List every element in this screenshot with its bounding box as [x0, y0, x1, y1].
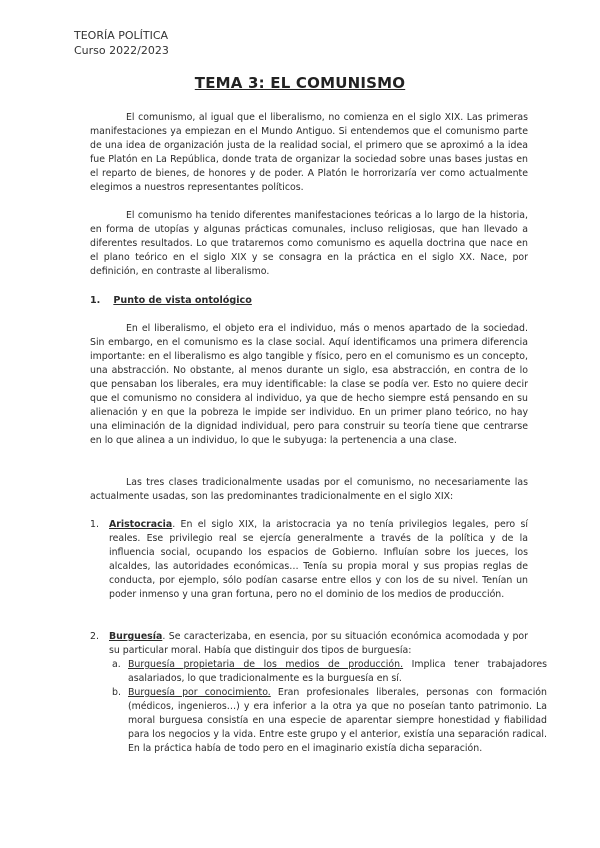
class-item-number: 1.	[90, 519, 99, 530]
class-term: Aristocracia	[109, 519, 173, 530]
subtype-description: Implica tener trabajadores asalariados, lo que tradicionalmente es la burguesía en sí.	[128, 659, 547, 684]
course-year: Curso 2022/2023	[74, 44, 169, 57]
subtype-item-a	[112, 658, 547, 686]
intro-paragraph-1: El comunismo, al igual que el liberalismo, no comienza en el siglo XIX. Las primeras manifestaciones ya empiezan en el Mundo Antiguo. Si entendemos que el comunismo parte de una idea de organización justa de la realidad social, el primero que se aproximó a la idea fue Platón en La República, donde trata de organizar la sociedad sobre unas bases justas en el reparto de bienes, de honores y de poder. A Platón le horrorizaría ver como actualmente elegimos a nuestros representantes políticos.	[90, 112, 528, 193]
class-description: . Se caracterizaba, en esencia, por su situación económica acomodada y por su particular moral. Había que distinguir dos tipos de burguesía:	[109, 631, 528, 656]
intro-paragraph-2: El comunismo ha tenido diferentes manifestaciones teóricas a lo largo de la historia, en forma de utopías y algunas prácticas comunales, incluso religiosas, que han llevado a diferentes resultados. Lo que trataremos como comunismo es aquella doctrina que nace en el plano teórico en el siglo XIX y se consagra en la práctica en el siglo XX. Nace, por definición, en contraste al liberalismo.	[90, 210, 528, 277]
course-name: TEORÍA POLÍTICA	[74, 29, 169, 42]
subtype-term: Burguesía por conocimiento.	[128, 687, 271, 698]
subtype-term: Burguesía propietaria de los medios de producción.	[128, 659, 404, 670]
page-header	[74, 28, 169, 58]
class-item-number: 2.	[90, 631, 99, 642]
subtype-description: Eran profesionales liberales, personas con formación (médicos, ingenieros…) y era inferior a la otra ya que no poseían tanto patrimonio. La moral burguesa consistía en una especie de aparentar siempre honestidad y fiabilidad para los negocios y la vida. Entre este grupo y el anterior, existía una separación radical. En la práctica había de todo pero en el imaginario existía dicha separación.	[128, 687, 547, 754]
section-title: Punto de vista ontológico	[113, 295, 252, 306]
document-title: TEMA 3: EL COMUNISMO	[194, 74, 406, 92]
class-item-burguesia	[90, 630, 547, 756]
subtype-letter: a.	[112, 659, 121, 670]
section-paragraph-2: Las tres clases tradicionalmente usadas por el comunismo, no necesariamente las actualmente usadas, son las predominantes tradicionalmente en el siglo XIX:	[90, 477, 528, 502]
section-number: 1.	[90, 295, 101, 306]
subtype-item-b	[112, 686, 547, 756]
section-heading	[90, 294, 252, 308]
class-description: . En el siglo XIX, la aristocracia ya no tenía privilegios legales, pero sí reales. Ese privilegio real se ejercía generalmente a través de la política y de la influencia social, ocupando los espacios de Gobierno. Influían sobre los jueces, los alcaldes, las autoridades económicas… Tenía su propia moral y sus propias reglas de conducta, por ejemplo, sólo podían casarse entre ellos y con los de su nivel. Tenían un poder inmenso y una gran fortuna, pero no el dominio de los medios de producción.	[109, 519, 528, 600]
class-term: Burguesía	[109, 631, 163, 642]
class-item-aristocracia	[90, 518, 528, 602]
subtype-letter: b.	[112, 687, 121, 698]
section-paragraph-1: En el liberalismo, el objeto era el individuo, más o menos apartado de la sociedad. Sin embargo, en el comunismo es la clase social. Aquí identificamos una primera diferencia importante: en el liberalismo es algo tangible y físico, pero en el comunismo es un concepto, una abstracción. No obstante, al menos durante un siglo, esa abstracción, en contra de lo que pensaban los liberales, era muy identificable: la clase se podía ver. Esto no quiere decir que el comunismo no considera al individuo, ya que de hecho siempre está pensando en su alienación y en que la pobreza le impide ser individuo. En un primer plano teórico, no hay una eliminación de la dignidad individual, pero para construir su teoría tiene que centrarse en lo que alinea a un individuo, lo que le subyuga: la pertenencia a una clase.	[90, 323, 528, 446]
